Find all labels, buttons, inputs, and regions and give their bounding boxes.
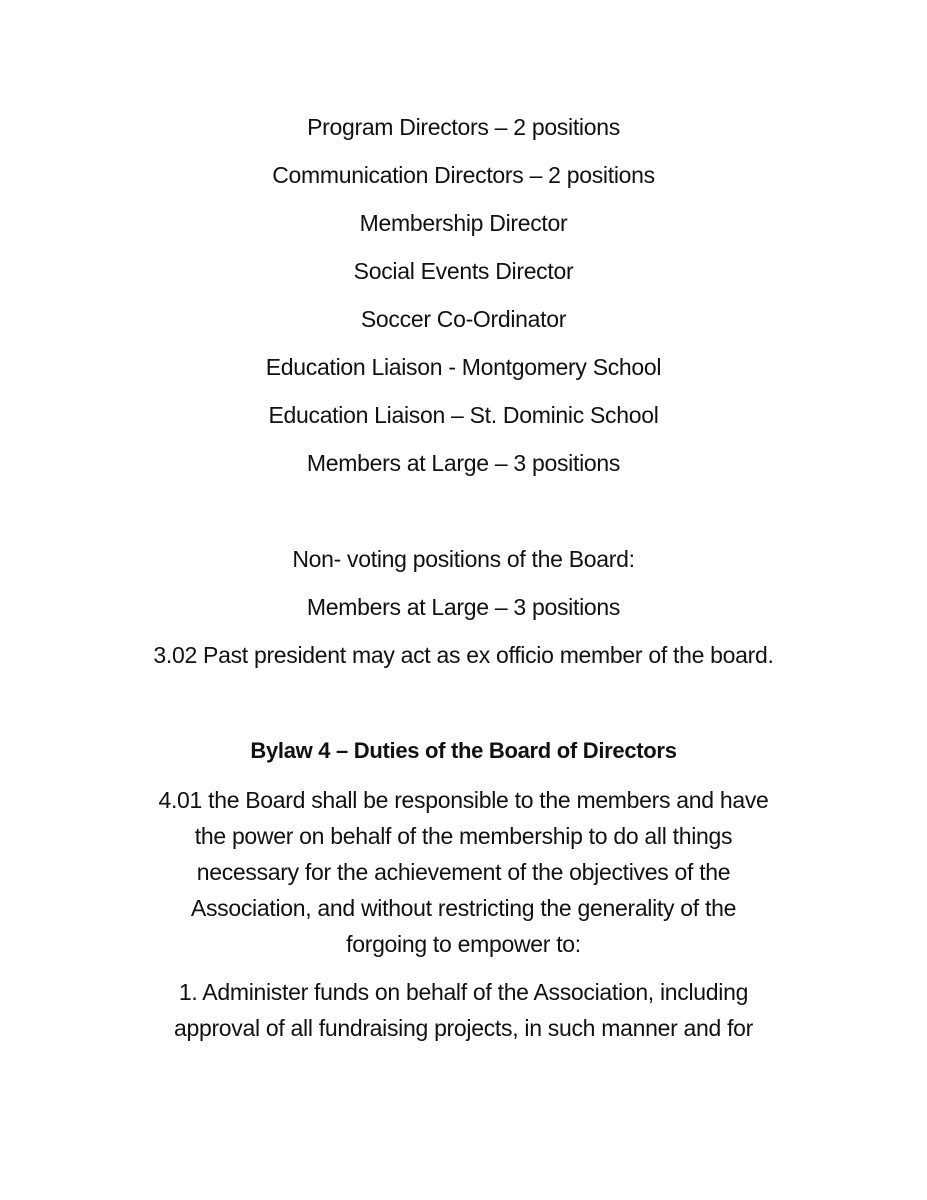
position-item: Education Liaison - Montgomery School: [265, 354, 662, 380]
position-item: Education Liaison – St. Dominic School: [268, 402, 659, 428]
position-item: Communication Directors – 2 positions: [272, 162, 655, 188]
clause-4-01-line: the power on behalf of the membership to do all things: [194, 823, 733, 849]
position-item: Soccer Co-Ordinator: [360, 306, 567, 332]
position-item: Social Events Director: [353, 258, 574, 284]
item-1-line: approval of all fundraising projects, in such manner and for: [173, 1015, 754, 1041]
clause-3-02: 3.02 Past president may act as ex officio member of the board.: [153, 642, 774, 668]
position-item: Membership Director: [359, 210, 568, 236]
clause-4-01-line: forgoing to empower to:: [346, 931, 581, 957]
position-item: Program Directors – 2 positions: [307, 114, 620, 140]
clause-4-01-line: 4.01 the Board shall be responsible to the members and have: [158, 787, 769, 813]
non-voting-item: Members at Large – 3 positions: [306, 594, 621, 620]
clause-4-01-line: necessary for the achievement of the objectives of the: [196, 859, 731, 885]
position-item: Members at Large – 3 positions: [306, 450, 621, 476]
bylaw-4-heading: Bylaw 4 – Duties of the Board of Directors: [250, 738, 677, 763]
clause-4-01-line: Association, and without restricting the generality of the: [190, 895, 737, 921]
clause-4-01: [0, 782, 927, 962]
non-voting-heading: Non- voting positions of the Board:: [292, 546, 635, 572]
item-1: [0, 974, 927, 1046]
item-1-line: 1. Administer funds on behalf of the Association, including: [178, 979, 749, 1005]
